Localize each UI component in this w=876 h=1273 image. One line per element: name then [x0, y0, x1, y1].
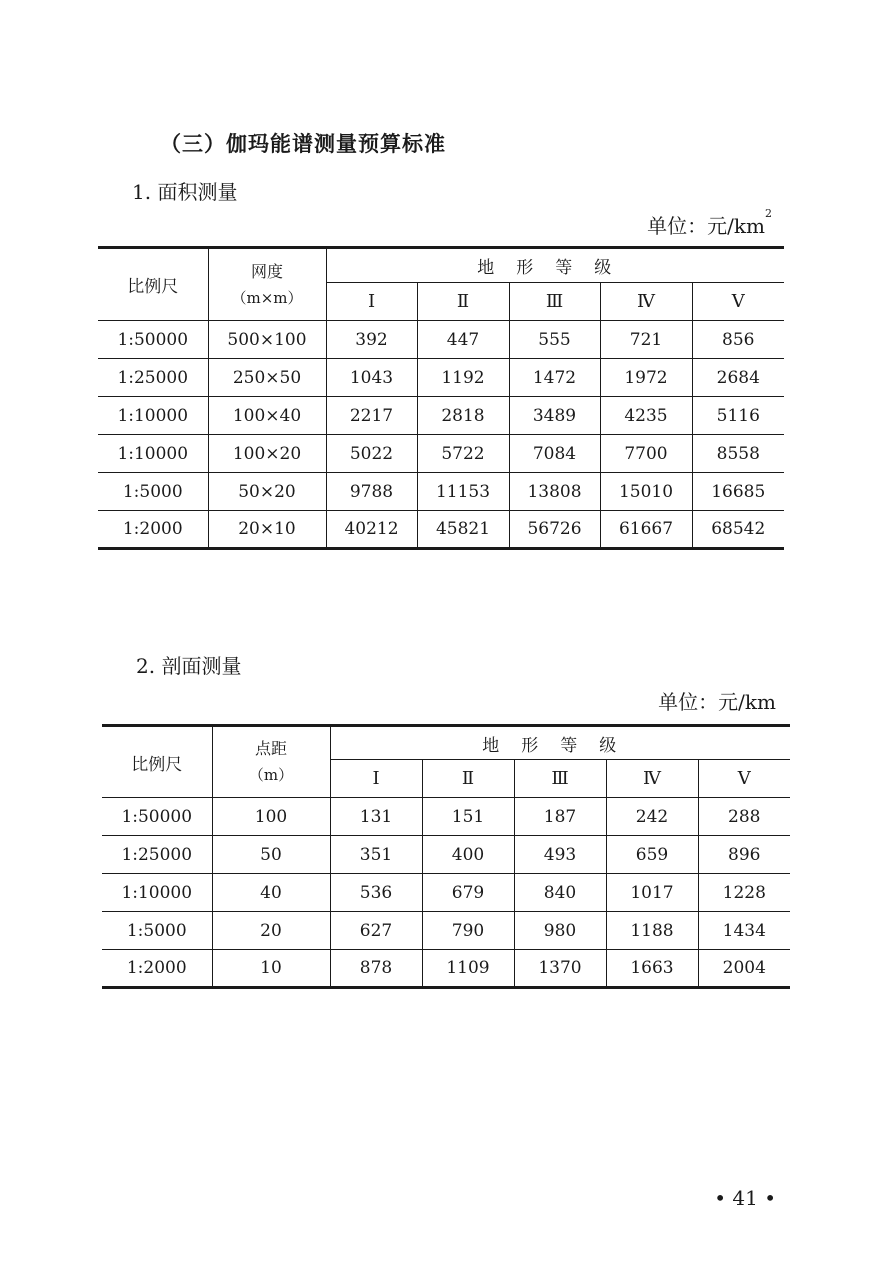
area-grade-header: Ⅲ: [509, 283, 600, 321]
value-cell: 400: [422, 836, 514, 874]
value-cell: 896: [698, 836, 790, 874]
grid-cell: 100×40: [208, 397, 326, 435]
table-row: [102, 950, 790, 988]
value-cell: 447: [417, 321, 509, 359]
grid-cell: 20×10: [208, 511, 326, 549]
area-unit-superscript: 2: [765, 207, 772, 220]
value-cell: 536: [330, 874, 422, 912]
scale-cell: 1:10000: [98, 435, 208, 473]
profile-grade-header: Ⅳ: [606, 760, 698, 798]
profile-survey-table: [102, 724, 790, 989]
profile-grade-header: Ⅰ: [330, 760, 422, 798]
profile-header-spacing: 点距 （m）: [212, 726, 330, 798]
value-cell: 16685: [692, 473, 784, 511]
profile-grade-header: Ⅴ: [698, 760, 790, 798]
scale-cell: 1:50000: [102, 798, 212, 836]
value-cell: 659: [606, 836, 698, 874]
area-header-terrain: 地形等级: [326, 248, 784, 283]
spacing-cell: 20: [212, 912, 330, 950]
table-row: [98, 359, 784, 397]
scale-cell: 1:25000: [98, 359, 208, 397]
value-cell: 40212: [326, 511, 417, 549]
value-cell: 1192: [417, 359, 509, 397]
area-header-grid: 网度 （m×m）: [208, 248, 326, 321]
value-cell: 856: [692, 321, 784, 359]
spacing-cell: 10: [212, 950, 330, 988]
grid-cell: 500×100: [208, 321, 326, 359]
scale-cell: 1:10000: [102, 874, 212, 912]
value-cell: 9788: [326, 473, 417, 511]
spacing-cell: 50: [212, 836, 330, 874]
table-row: [102, 836, 790, 874]
profile-survey-title: 2. 剖面测量: [136, 654, 242, 678]
scale-cell: 1:2000: [98, 511, 208, 549]
table-row: [102, 874, 790, 912]
value-cell: 56726: [509, 511, 600, 549]
value-cell: 7700: [600, 435, 692, 473]
value-cell: 721: [600, 321, 692, 359]
value-cell: 7084: [509, 435, 600, 473]
scale-cell: 1:50000: [98, 321, 208, 359]
value-cell: 11153: [417, 473, 509, 511]
value-cell: 493: [514, 836, 606, 874]
section-heading: （三）伽玛能谱测量预算标准: [160, 132, 446, 156]
value-cell: 2217: [326, 397, 417, 435]
value-cell: 5116: [692, 397, 784, 435]
value-cell: 1228: [698, 874, 790, 912]
profile-header-scale: 比例尺: [102, 726, 212, 798]
area-grade-header: Ⅴ: [692, 283, 784, 321]
area-survey-title: 1. 面积测量: [132, 180, 238, 204]
value-cell: 1370: [514, 950, 606, 988]
page-number: • 41 •: [714, 1186, 776, 1210]
value-cell: 679: [422, 874, 514, 912]
scale-cell: 1:25000: [102, 836, 212, 874]
value-cell: 45821: [417, 511, 509, 549]
grid-cell: 100×20: [208, 435, 326, 473]
value-cell: 5022: [326, 435, 417, 473]
value-cell: 790: [422, 912, 514, 950]
value-cell: 351: [330, 836, 422, 874]
area-grade-header: Ⅳ: [600, 283, 692, 321]
value-cell: 68542: [692, 511, 784, 549]
area-header-scale: 比例尺: [98, 248, 208, 321]
value-cell: 5722: [417, 435, 509, 473]
value-cell: 131: [330, 798, 422, 836]
value-cell: 2684: [692, 359, 784, 397]
value-cell: 4235: [600, 397, 692, 435]
value-cell: 878: [330, 950, 422, 988]
area-grade-header: Ⅰ: [326, 283, 417, 321]
value-cell: 242: [606, 798, 698, 836]
value-cell: 15010: [600, 473, 692, 511]
value-cell: 187: [514, 798, 606, 836]
scale-cell: 1:5000: [98, 473, 208, 511]
value-cell: 1972: [600, 359, 692, 397]
value-cell: 1043: [326, 359, 417, 397]
profile-grade-header: Ⅲ: [514, 760, 606, 798]
value-cell: 2004: [698, 950, 790, 988]
table-row: [102, 798, 790, 836]
area-unit-label: 单位：元$/km^2$: [647, 207, 772, 238]
value-cell: 980: [514, 912, 606, 950]
table-row: [98, 321, 784, 359]
table-row: [98, 435, 784, 473]
value-cell: 1017: [606, 874, 698, 912]
table-row: [98, 473, 784, 511]
profile-unit-label: 单位：元/km: [658, 690, 776, 714]
table-row: [98, 511, 784, 549]
area-grade-header: Ⅱ: [417, 283, 509, 321]
value-cell: 151: [422, 798, 514, 836]
value-cell: 8558: [692, 435, 784, 473]
spacing-cell: 40: [212, 874, 330, 912]
value-cell: 627: [330, 912, 422, 950]
value-cell: 1109: [422, 950, 514, 988]
scale-cell: 1:2000: [102, 950, 212, 988]
scale-cell: 1:5000: [102, 912, 212, 950]
value-cell: 61667: [600, 511, 692, 549]
value-cell: 3489: [509, 397, 600, 435]
value-cell: 1472: [509, 359, 600, 397]
value-cell: 288: [698, 798, 790, 836]
spacing-cell: 100: [212, 798, 330, 836]
area-survey-table: [98, 246, 784, 550]
table-row: [98, 397, 784, 435]
grid-cell: 250×50: [208, 359, 326, 397]
value-cell: 2818: [417, 397, 509, 435]
value-cell: 392: [326, 321, 417, 359]
table-row: [102, 912, 790, 950]
value-cell: 1188: [606, 912, 698, 950]
value-cell: 13808: [509, 473, 600, 511]
value-cell: 1434: [698, 912, 790, 950]
grid-cell: 50×20: [208, 473, 326, 511]
profile-grade-header: Ⅱ: [422, 760, 514, 798]
profile-header-terrain: 地形等级: [330, 726, 790, 760]
scale-cell: 1:10000: [98, 397, 208, 435]
value-cell: 555: [509, 321, 600, 359]
value-cell: 1663: [606, 950, 698, 988]
value-cell: 840: [514, 874, 606, 912]
